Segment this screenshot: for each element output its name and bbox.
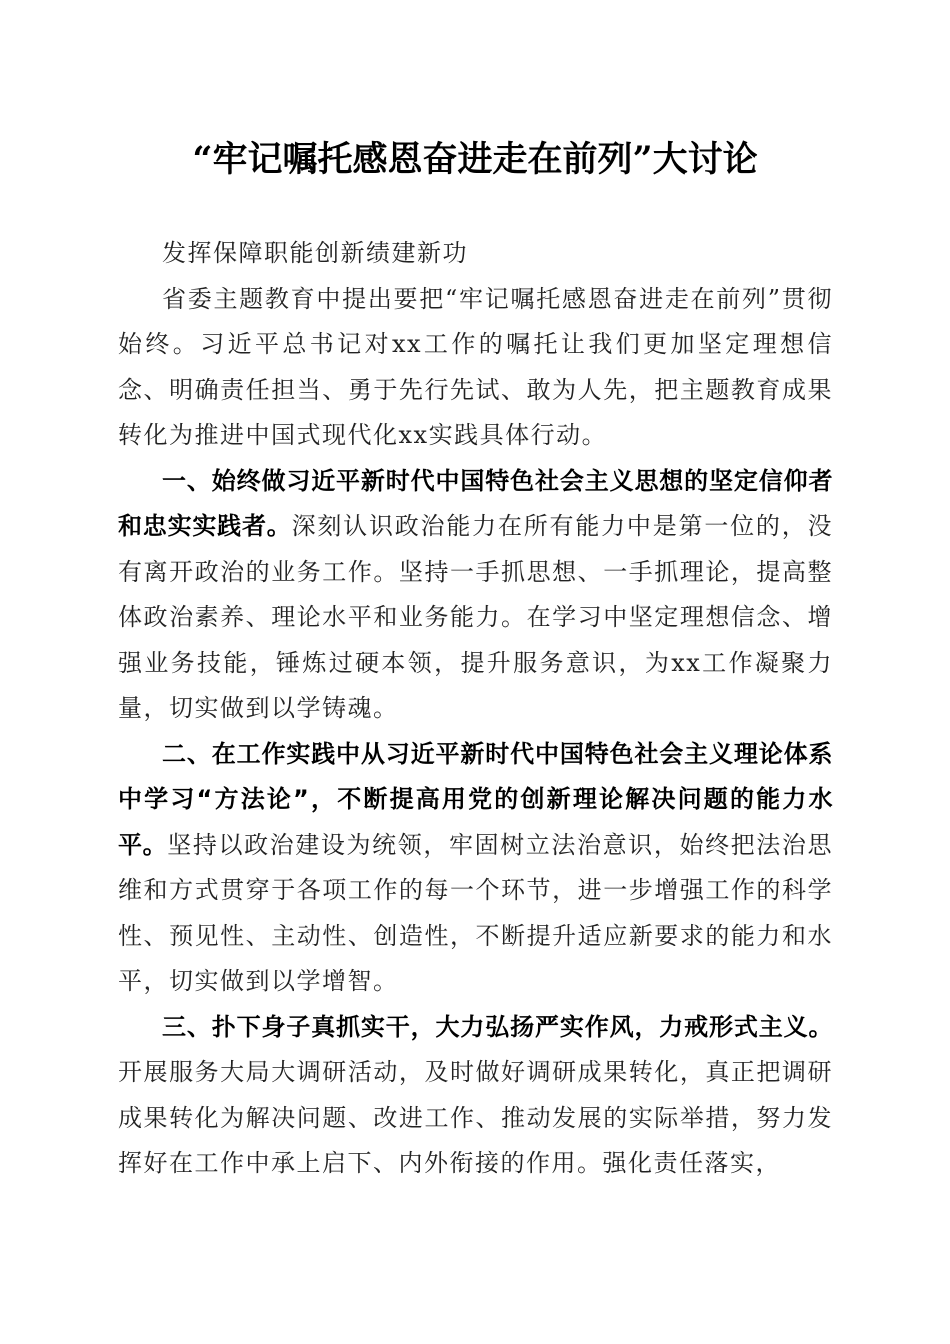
subtitle-paragraph: 发挥保障职能创新绩建新功 (162, 239, 468, 267)
section-text-2: 坚持以政治建设为统领，牢固树立法治意识，始终把法治思维和方式贯穿于各项工作的每一个环节，进一步增强工作的科学性、预见性、主动性、创造性，不断提升适应新要求的能力和水平，切实做到以学增智。 (118, 830, 834, 995)
section-heading-2: 二、在工作实践中从习近平新时代中国特色社会主义理论体系中学习“方法论”，不断提高用党的创新理论解决问题的能力水平。 (118, 739, 833, 859)
section-paragraph-1 (118, 459, 833, 732)
section-heading-3: 三、扑下身子真抓实干，大力弘扬严实作风，力戒形式主义。 (162, 1012, 833, 1041)
section-text-3: 开展服务大局大调研活动，及时做好调研成果转化，真正把调研成果转化为解决问题、改进工作、推动发展的实际举措，努力发挥好在工作中承上启下、内外衔接的作用。强化责任落实， (118, 1058, 833, 1177)
document-title: “牢记嘱托感恩奋进走在前列”大讨论 (192, 139, 758, 180)
intro-paragraph: 省委主题教育中提出要把“牢记嘱托感恩奋进走在前列”贯彻始终。习近平总书记对xx工作的嘱托让我们更加坚定理想信念、明确责任担当、勇于先行先试、敢为人先，把主题教育成果转化为推进中国式现代化xx实践具体行动。 (118, 284, 833, 449)
section-paragraph-2 (118, 732, 833, 1005)
section-heading-1: 一、始终做习近平新时代中国特色社会主义思想的坚定信仰者和忠实实践者。 (118, 466, 833, 540)
section-text-1: 深刻认识政治能力在所有能力中是第一位的，没有离开政治的业务工作。坚持一手抓思想、一手抓理论，提高整体政治素养、理论水平和业务能力。在学习中坚定理想信念、增强业务技能，锤炼过硬本领，提升服务意识，为xx工作凝聚力量，切实做到以学铸魂。 (118, 512, 834, 722)
document-body (118, 231, 833, 1187)
section-paragraph-3 (118, 1005, 833, 1187)
